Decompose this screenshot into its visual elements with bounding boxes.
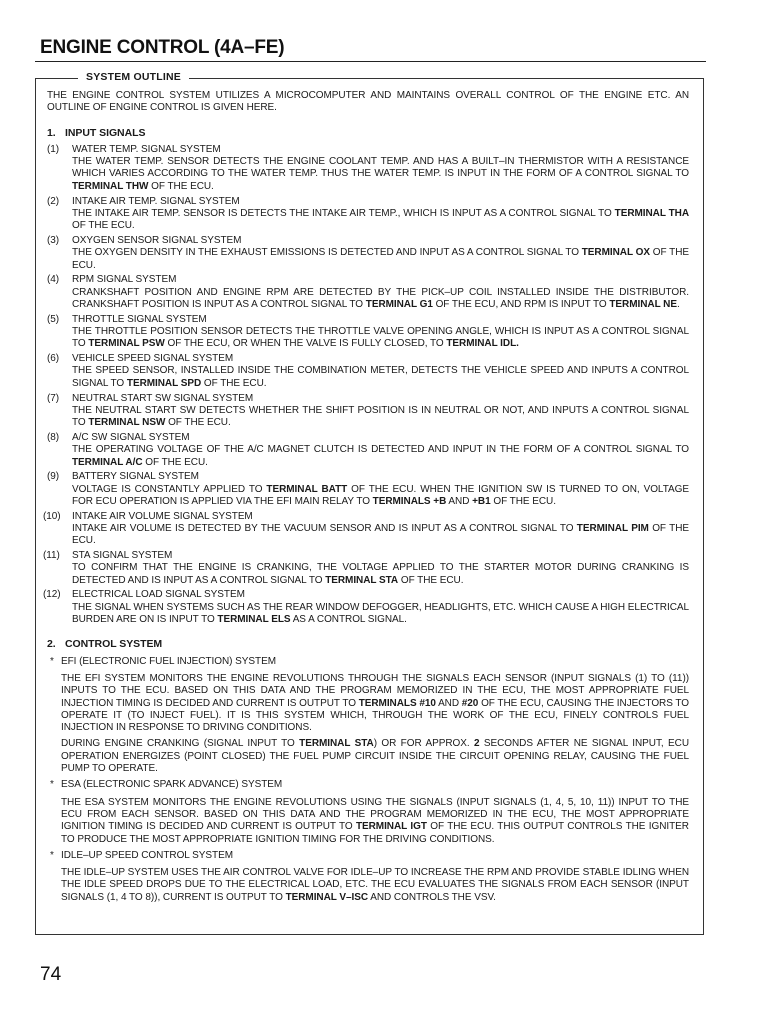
signal-body [72, 326, 689, 351]
signal-title-text: A/C SW SIGNAL SYSTEM [72, 431, 190, 443]
signal-body [72, 247, 689, 272]
signal-title [47, 196, 689, 208]
signal-item [47, 432, 689, 469]
control-item-title [47, 850, 689, 862]
signal-title [43, 510, 689, 523]
control-item-paragraph [61, 867, 689, 904]
signal-body [72, 208, 689, 233]
signal-item [47, 314, 689, 351]
signal-number: (7) [47, 392, 60, 404]
terminal-name: TERMINAL PIM [576, 523, 649, 534]
signal-title [47, 471, 689, 483]
body-text: CRANKSHAFT POSITION AND ENGINE RPM ARE DETECTED BY THE PICK–UP COIL INSTALLED INSIDE THE DISTRIBUTOR. CRANKSHAFT POSITION IS INPUT AS A CONTROL SIGNAL TO [72, 286, 689, 310]
signal-title-text: STA SIGNAL SYSTEM [72, 550, 173, 562]
signal-title [43, 550, 689, 562]
terminal-name: TERMINAL NSW [88, 417, 166, 429]
signal-title [47, 235, 689, 247]
body-text: OF THE ECU, OR WHEN THE VALVE IS FULLY CLOSED, TO [164, 338, 447, 350]
outline-content [43, 90, 690, 908]
terminal-name: TERMINAL V–ISC [285, 891, 369, 903]
signal-item [43, 589, 689, 626]
signal-number: (9) [47, 471, 60, 483]
body-text: OF THE ECU. WHEN THE IGNITION SW IS TURNED TO ON, VOLTAGE FOR ECU OPERATION IS APPLIED VIA THE EFI MAIN RELAY TO [72, 483, 689, 507]
terminal-name: TERMINAL ELS [217, 614, 291, 626]
body-text: OF THE ECU. [142, 456, 208, 468]
control-item-esa [47, 779, 689, 845]
signal-item [47, 471, 689, 508]
signal-number: (11) [43, 550, 60, 562]
body-text: THE INTAKE AIR TEMP. SENSOR IS DETECTS THE INTAKE AIR TEMP., WHICH IS INPUT AS A CONTROL SIGNAL TO [72, 207, 615, 219]
body-text: THE ESA SYSTEM MONITORS THE ENGINE REVOLUTIONS USING THE SIGNALS (INPUT SIGNALS (1, 4, 5, 10, 11)) INPUT TO THE ECU FROM EACH SENSOR. BASED ON THIS DATA AND THE PROGRAM MEMORIZED IN THE ECU, THE MOST APPROPRIATE IGNITION TIMING IS DECIDED AND CURRENT IS OUTPUT TO [61, 796, 689, 833]
body-text: OF THE ECU. [201, 377, 267, 389]
control-item-title-text: IDLE–UP SPEED CONTROL SYSTEM [61, 849, 233, 861]
signal-item [43, 550, 689, 587]
signal-number: (2) [47, 195, 60, 207]
body-text: OF THE ECU. [72, 523, 689, 547]
signal-title [47, 432, 689, 444]
signal-title-text: RPM SIGNAL SYSTEM [72, 274, 177, 286]
body-text: THE SIGNAL WHEN SYSTEMS SUCH AS THE REAR WINDOW DEFOGGER, HEADLIGHTS, ETC. WHICH CAUSE A HIGH ELECTRICAL BURDEN ARE ON IS INPUT TO [72, 601, 689, 626]
control-item-paragraph [61, 797, 689, 846]
bullet-mark: * [50, 655, 54, 667]
terminal-name: #20 [461, 697, 479, 709]
body-text: VOLTAGE IS CONSTANTLY APPLIED TO [72, 483, 267, 495]
body-text: THE EFI SYSTEM MONITORS THE ENGINE REVOLUTIONS THROUGH THE SIGNALS EACH SENSOR (INPUT SIGNALS (1) TO (11)) INPUTS TO THE ECU. BASED ON THIS DATA AND THE PROGRAM MEMORIZED IN THE ECU, THE MOST APPROPRIATE FUEL INJECTION TIMING IS DECIDED AND CURRENT IS OUTPUT TO [61, 672, 689, 709]
terminal-name: TERMINAL BATT [266, 483, 348, 495]
terminal-name: TERMINAL A/C [72, 456, 143, 468]
signal-number: (12) [43, 589, 61, 601]
terminal-name: TERMINAL NE [609, 298, 677, 310]
page-number: 74 [40, 964, 62, 985]
body-text: AND [435, 697, 462, 709]
signal-title [43, 589, 689, 601]
signal-number: (8) [47, 431, 60, 443]
body-text: DURING ENGINE CRANKING (SIGNAL INPUT TO [61, 738, 300, 750]
signal-body [72, 484, 689, 509]
signal-title-text: ELECTRICAL LOAD SIGNAL SYSTEM [72, 589, 245, 601]
body-text: THE OXYGEN DENSITY IN THE EXHAUST EMISSIONS IS DETECTED AND INPUT AS A CONTROL SIGNAL TO [72, 247, 582, 259]
signal-title-text: VEHICLE SPEED SIGNAL SYSTEM [72, 353, 234, 365]
section-heading-control-system [47, 638, 689, 650]
body-text: OF THE ECU. [398, 574, 464, 586]
signal-title-text: INTAKE AIR TEMP. SIGNAL SYSTEM [72, 195, 240, 207]
body-text: OF THE ECU. [148, 180, 214, 192]
terminal-name: TERMINAL THW [72, 180, 149, 192]
signal-body [72, 602, 689, 627]
signal-number: (5) [47, 313, 60, 325]
page-title: ENGINE CONTROL (4A–FE) [40, 37, 285, 58]
signal-title-text: OXYGEN SENSOR SIGNAL SYSTEM [72, 234, 242, 246]
signal-title [47, 274, 689, 286]
title-rule [35, 61, 706, 62]
section-number: 2. [47, 638, 56, 651]
control-item-efi [47, 656, 689, 776]
body-text: OF THE ECU. [72, 247, 689, 271]
signal-title-text: WATER TEMP. SIGNAL SYSTEM [72, 143, 221, 155]
body-text: OF THE ECU. THIS OUTPUT CONTROLS THE IGNITER TO PRODUCE THE MOST APPROPRIATE IGNITION TIMING FOR THE DRIVING CONDITIONS. [61, 821, 689, 845]
body-text: AND CONTROLS THE VSV. [368, 891, 496, 903]
terminal-name: +B1 [472, 495, 491, 507]
terminal-name: TERMINAL PSW [88, 338, 165, 350]
signal-body [72, 405, 689, 430]
body-text: OF THE ECU, AND RPM IS INPUT TO [432, 298, 610, 310]
body-text: OF THE ECU, CAUSING THE INJECTORS TO OPERATE IT (TO INJECT FUEL). IT IS THIS SYSTEM WHICH, THROUGH THE WORK OF THE ECU, FINELY CONTROLS FUEL INJECTION IN RESPONSE TO DRIVING CONDITIONS. [61, 697, 690, 734]
control-item-title-text: EFI (ELECTRONIC FUEL INJECTION) SYSTEM [61, 655, 276, 667]
signal-item [43, 510, 689, 548]
body-text: OF THE ECU. [490, 495, 556, 507]
control-item-paragraph [61, 673, 689, 734]
body-text: THE THROTTLE POSITION SENSOR DETECTS THE THROTTLE VALVE OPENING ANGLE, WHICH IS INPUT AS A CONTROL SIGNAL TO [72, 326, 689, 350]
signal-title-text: INTAKE AIR VOLUME SIGNAL SYSTEM [72, 510, 253, 522]
control-item-paragraph [61, 738, 689, 775]
control-item-title-text: ESA (ELECTRONIC SPARK ADVANCE) SYSTEM [61, 779, 283, 791]
section-number: 1. [47, 126, 56, 139]
signal-item [47, 353, 689, 390]
signal-title-text: BATTERY SIGNAL SYSTEM [72, 471, 199, 483]
section-heading-input-signals [47, 127, 689, 139]
control-item-title [47, 656, 689, 668]
signal-body [72, 562, 689, 587]
terminal-name: TERMINAL STA [325, 574, 399, 586]
body-text: SECONDS AFTER NE SIGNAL INPUT, ECU OPERATION ENERGIZES (POINT CLOSED) THE FUEL PUMP CIRCUIT INSIDE THE CIRCUIT OPENING RELAY, CAUSING THE FUEL PUMP TO OPERATE. [61, 738, 689, 775]
terminal-name: TERMINAL IGT [355, 821, 427, 833]
signal-title [47, 353, 689, 365]
terminal-name: TERMINAL STA [299, 738, 374, 750]
terminal-name: TERMINALS +B [372, 495, 447, 507]
body-text: . [676, 298, 680, 310]
signal-body [72, 365, 689, 390]
signal-title-text: NEUTRAL START SW SIGNAL SYSTEM [72, 392, 254, 404]
bullet-mark: * [50, 849, 54, 861]
seconds-value: 2 [473, 738, 480, 750]
signal-title [47, 314, 689, 326]
intro-paragraph: THE ENGINE CONTROL SYSTEM UTILIZES A MICROCOMPUTER AND MAINTAINS OVERALL CONTROL OF THE ENGINE ETC. AN OUTLINE OF ENGINE CONTROL IS GIVEN HERE. [47, 90, 689, 114]
terminal-name: TERMINAL OX [581, 247, 650, 259]
body-text: ) OR FOR APPROX. [373, 738, 474, 750]
body-text: THE IDLE–UP SYSTEM USES THE AIR CONTROL VALVE FOR IDLE–UP TO INCREASE THE RPM AND PROVIDE STABLE IDLING WHEN THE IDLE SPEED DROPS DUE TO THE ELECTRICAL LOAD, ETC. THE ECU EVALUATES THE SIGNALS FROM EACH SENSOR (INPUT SIGNALS (1, 4 TO 8)), CURRENT IS OUTPUT TO [61, 867, 689, 903]
signal-number: (6) [47, 353, 60, 365]
terminal-name: TERMINAL SPD [126, 377, 202, 389]
signal-item [47, 274, 689, 311]
terminal-name: TERMINAL G1 [365, 298, 433, 310]
signal-body [72, 156, 689, 193]
signal-title [47, 393, 689, 405]
body-text: THE NEUTRAL START SW DETECTS WHETHER THE SHIFT POSITION IS IN NEUTRAL OR NOT, AND INPUTS A CONTROL SIGNAL TO [72, 404, 689, 429]
section-title: INPUT SIGNALS [65, 126, 146, 139]
body-text: THE SPEED SENSOR, INSTALLED INSIDE THE COMBINATION METER, DETECTS THE VEHICLE SPEED AND INPUTS A CONTROL SIGNAL TO [72, 365, 689, 389]
body-text: OF THE ECU. [165, 417, 231, 429]
body-text: TO CONFIRM THAT THE ENGINE IS CRANKING, THE VOLTAGE APPLIED TO THE STARTER MOTOR DURING CRANKING IS DETECTED AND IS INPUT AS A CONTROL SIGNAL TO [72, 562, 689, 586]
body-text: AS A CONTROL SIGNAL. [290, 614, 407, 626]
signal-body [72, 523, 689, 548]
signal-title-text: THROTTLE SIGNAL SYSTEM [72, 313, 207, 325]
body-text: THE OPERATING VOLTAGE OF THE A/C MAGNET CLUTCH IS DETECTED AND INPUT IN THE FORM OF A CONTROL SIGNAL TO [72, 444, 689, 456]
signal-body [72, 444, 689, 469]
signal-number: (4) [47, 274, 60, 286]
signal-body [72, 287, 689, 312]
body-text: OF THE ECU. [72, 220, 135, 232]
terminal-name: TERMINAL THA [614, 207, 689, 219]
body-text: THE WATER TEMP. SENSOR DETECTS THE ENGINE COOLANT TEMP. AND HAS A BUILT–IN THERMISTOR WITH A RESISTANCE WHICH VARIES ACCORDING TO THE WATER TEMP. THUS THE WATER TEMP. IS INPUT IN THE FORM OF A CONTROL SIGNAL TO [72, 156, 689, 180]
control-item-title [47, 779, 689, 791]
body-text: INTAKE AIR VOLUME IS DETECTED BY THE VACUUM SENSOR AND IS INPUT AS A CONTROL SIGNAL TO [72, 523, 577, 534]
signal-item [47, 235, 689, 272]
terminal-name: TERMINAL IDL. [446, 338, 519, 350]
signal-number: (1) [47, 143, 60, 155]
section-title: CONTROL SYSTEM [65, 638, 163, 651]
signal-item [47, 393, 689, 430]
system-outline-label: SYSTEM OUTLINE [78, 71, 189, 83]
body-text: AND [446, 495, 473, 507]
signal-item [47, 196, 689, 233]
signal-title [47, 144, 689, 156]
signal-number: (3) [47, 234, 60, 246]
signal-item [47, 144, 689, 193]
terminal-name: TERMINALS #10 [358, 697, 436, 709]
bullet-mark: * [50, 779, 54, 791]
control-item-idle-up [47, 850, 689, 904]
signal-number: (10) [43, 510, 61, 522]
